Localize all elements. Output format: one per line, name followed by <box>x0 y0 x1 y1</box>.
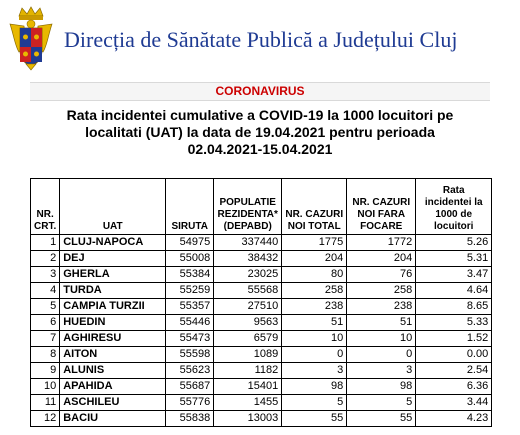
uat-cell: AITON <box>60 347 166 363</box>
uat-cell: GHERLA <box>60 267 166 283</box>
population-cell: 23025 <box>214 267 282 283</box>
new-cases-no-outbreaks-cell: 76 <box>347 267 416 283</box>
uat-cell: HUEDIN <box>60 315 166 331</box>
row-number-cell: 9 <box>31 363 60 379</box>
column-header-siruta: SIRUTA <box>166 179 214 235</box>
uat-cell: CAMPIA TURZII <box>60 299 166 315</box>
report-title-line: 02.04.2021-15.04.2021 <box>187 141 333 157</box>
table-row <box>31 411 492 427</box>
siruta-cell: 55473 <box>166 331 214 347</box>
new-cases-no-outbreaks-cell: 10 <box>347 331 416 347</box>
new-cases-total-cell: 98 <box>282 379 347 395</box>
incidence-rate-cell: 4.23 <box>416 411 492 427</box>
new-cases-no-outbreaks-cell: 5 <box>347 395 416 411</box>
report-title <box>30 107 490 158</box>
new-cases-no-outbreaks-cell: 258 <box>347 283 416 299</box>
uat-cell: CLUJ-NAPOCA <box>60 235 166 251</box>
new-cases-no-outbreaks-cell: 3 <box>347 363 416 379</box>
table-row <box>31 395 492 411</box>
siruta-cell: 55838 <box>166 411 214 427</box>
new-cases-no-outbreaks-cell: 204 <box>347 251 416 267</box>
incidence-rate-cell: 5.31 <box>416 251 492 267</box>
population-cell: 15401 <box>214 379 282 395</box>
row-number-cell: 7 <box>31 331 60 347</box>
uat-cell: ALUNIS <box>60 363 166 379</box>
population-cell: 1182 <box>214 363 282 379</box>
report-title-line: localitati (UAT) la data de 19.04.2021 pentru perioada <box>85 124 435 140</box>
population-cell: 6579 <box>214 331 282 347</box>
incidence-table <box>30 178 492 427</box>
new-cases-total-cell: 5 <box>282 395 347 411</box>
organization-name: Direcția de Sănătate Publică a Județului Cluj <box>64 27 458 52</box>
new-cases-total-cell: 51 <box>282 315 347 331</box>
incidence-rate-cell: 1.52 <box>416 331 492 347</box>
section-banner: CORONAVIRUS <box>30 82 490 101</box>
table-header-row <box>31 179 492 235</box>
population-cell: 9563 <box>214 315 282 331</box>
new-cases-no-outbreaks-cell: 1772 <box>347 235 416 251</box>
new-cases-no-outbreaks-cell: 238 <box>347 299 416 315</box>
siruta-cell: 55598 <box>166 347 214 363</box>
siruta-cell: 54975 <box>166 235 214 251</box>
population-cell: 55568 <box>214 283 282 299</box>
row-number-cell: 11 <box>31 395 60 411</box>
new-cases-no-outbreaks-cell: 98 <box>347 379 416 395</box>
row-number-cell: 3 <box>31 267 60 283</box>
new-cases-total-cell: 1775 <box>282 235 347 251</box>
incidence-rate-cell: 6.36 <box>416 379 492 395</box>
new-cases-no-outbreaks-cell: 55 <box>347 411 416 427</box>
table-row <box>31 251 492 267</box>
uat-cell: BACIU <box>60 411 166 427</box>
column-header-nr-crt: NR. CRT. <box>31 179 60 235</box>
population-cell: 337440 <box>214 235 282 251</box>
incidence-rate-cell: 3.44 <box>416 395 492 411</box>
new-cases-total-cell: 55 <box>282 411 347 427</box>
uat-cell: ASCHILEU <box>60 395 166 411</box>
siruta-cell: 55776 <box>166 395 214 411</box>
coat-of-arms-icon <box>6 6 56 72</box>
incidence-rate-cell: 5.26 <box>416 235 492 251</box>
table-row <box>31 235 492 251</box>
table-row <box>31 331 492 347</box>
row-number-cell: 4 <box>31 283 60 299</box>
row-number-cell: 6 <box>31 315 60 331</box>
incidence-rate-cell: 5.33 <box>416 315 492 331</box>
siruta-cell: 55357 <box>166 299 214 315</box>
row-number-cell: 10 <box>31 379 60 395</box>
new-cases-total-cell: 10 <box>282 331 347 347</box>
siruta-cell: 55623 <box>166 363 214 379</box>
row-number-cell: 2 <box>31 251 60 267</box>
new-cases-no-outbreaks-cell: 51 <box>347 315 416 331</box>
row-number-cell: 1 <box>31 235 60 251</box>
report-title-line: Rata incidentei cumulative a COVID-19 la 1000 locuitori pe <box>66 107 454 123</box>
population-cell: 13003 <box>214 411 282 427</box>
row-number-cell: 12 <box>31 411 60 427</box>
uat-cell: AGHIRESU <box>60 331 166 347</box>
population-cell: 1455 <box>214 395 282 411</box>
uat-cell: DEJ <box>60 251 166 267</box>
table-body <box>31 235 492 427</box>
new-cases-total-cell: 80 <box>282 267 347 283</box>
siruta-cell: 55384 <box>166 267 214 283</box>
column-header-new-cases-no-outbreaks: NR. CAZURI NOI FARA FOCARE <box>347 179 416 235</box>
siruta-cell: 55687 <box>166 379 214 395</box>
uat-cell: TURDA <box>60 283 166 299</box>
incidence-rate-cell: 4.64 <box>416 283 492 299</box>
incidence-rate-cell: 2.54 <box>416 363 492 379</box>
row-number-cell: 5 <box>31 299 60 315</box>
column-header-incidence-rate: Rata incidentei la 1000 de locuitori <box>416 179 492 235</box>
new-cases-total-cell: 258 <box>282 283 347 299</box>
population-cell: 1089 <box>214 347 282 363</box>
incidence-rate-cell: 8.65 <box>416 299 492 315</box>
column-header-uat: UAT <box>60 179 166 235</box>
siruta-cell: 55446 <box>166 315 214 331</box>
new-cases-total-cell: 0 <box>282 347 347 363</box>
table-row <box>31 315 492 331</box>
table-row <box>31 299 492 315</box>
column-header-new-cases-total: NR. CAZURI NOI TOTAL <box>282 179 347 235</box>
column-header-population: POPULATIE REZIDENTA* (DEPABD) <box>214 179 282 235</box>
population-cell: 38432 <box>214 251 282 267</box>
table-row <box>31 283 492 299</box>
new-cases-total-cell: 204 <box>282 251 347 267</box>
header <box>0 0 520 82</box>
new-cases-no-outbreaks-cell: 0 <box>347 347 416 363</box>
siruta-cell: 55259 <box>166 283 214 299</box>
new-cases-total-cell: 3 <box>282 363 347 379</box>
table-row <box>31 379 492 395</box>
siruta-cell: 55008 <box>166 251 214 267</box>
incidence-rate-cell: 3.47 <box>416 267 492 283</box>
new-cases-total-cell: 238 <box>282 299 347 315</box>
population-cell: 27510 <box>214 299 282 315</box>
table-row <box>31 363 492 379</box>
table-row <box>31 347 492 363</box>
row-number-cell: 8 <box>31 347 60 363</box>
uat-cell: APAHIDA <box>60 379 166 395</box>
incidence-rate-cell: 0.00 <box>416 347 492 363</box>
table-row <box>31 267 492 283</box>
